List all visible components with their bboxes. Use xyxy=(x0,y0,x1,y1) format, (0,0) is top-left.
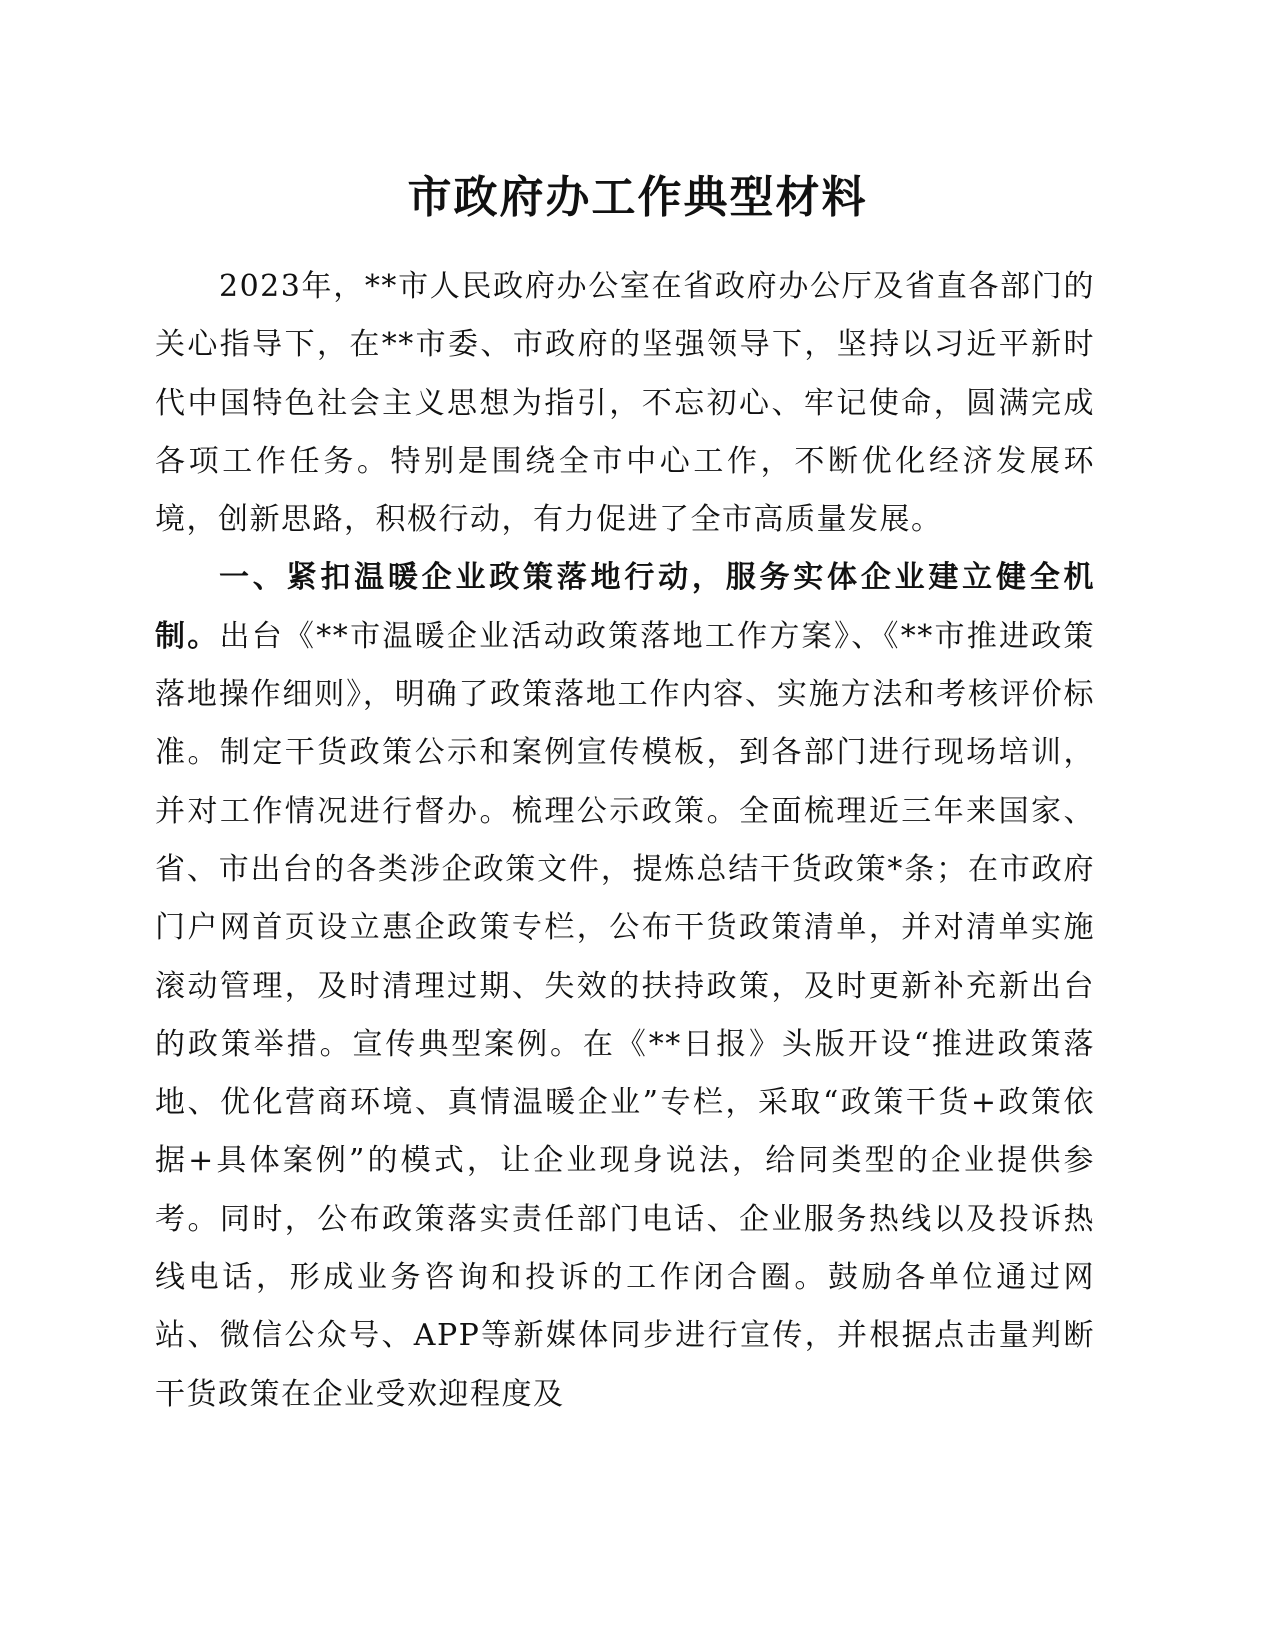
section-one-text: 出台《**市温暖企业活动政策落地工作方案》、《**市推进政策落地操作细则》，明确了政策落地工作内容、实施方法和考核评价标准。制定干货政策公示和案例宣传模板，到各部门进行现场培训，并对工作情况进行督办。梳理公示政策。全面梳理近三年来国家、省、市出台的各类涉企政策文件，提炼总结干货政策*条；在市政府门户网首页设立惠企政策专栏，公布干货政策清单，并对清单实施滚动管理，及时清理过期、失效的扶持政策，及时更新补充新出台的政策举措。宣传典型案例。在《**日报》头版开设“推进政策落地、优化营商环境、真情温暖企业”专栏，采取“政策干货+政策依据+具体案例”的模式，让企业现身说法，给同类型的企业提供参考。同时，公布政策落实责任部门电话、企业服务热线以及投诉热线电话，形成业务咨询和投诉的工作闭合圈。鼓励各单位通过网站、微信公众号、APP等新媒体同步进行宣传，并根据点击量判断干货政策在企业受欢迎程度及 xyxy=(155,618,1096,1412)
document-body xyxy=(155,258,1095,1424)
paragraph-intro-text: 2023年，**市人民政府办公室在省政府办公厅及省直各部门的关心指导下，在**市委、市政府的坚强领导下，坚持以习近平新时代中国特色社会主义思想为指引，不忘初心、牢记使命，圆满完成各项工作任务。特别是围绕全市中心工作，不断优化经济发展环境，创新思路，积极行动，有力促进了全市高质量发展。 xyxy=(155,269,1095,538)
section-one-heading: 一、紧扣温暖企业政策落地行动，服务实体企业建立健全机制。 xyxy=(155,560,1095,654)
document-title: 市政府办工作典型材料 xyxy=(407,172,868,223)
paragraph-section-one xyxy=(155,549,1095,1423)
paragraph-intro xyxy=(155,258,1095,549)
